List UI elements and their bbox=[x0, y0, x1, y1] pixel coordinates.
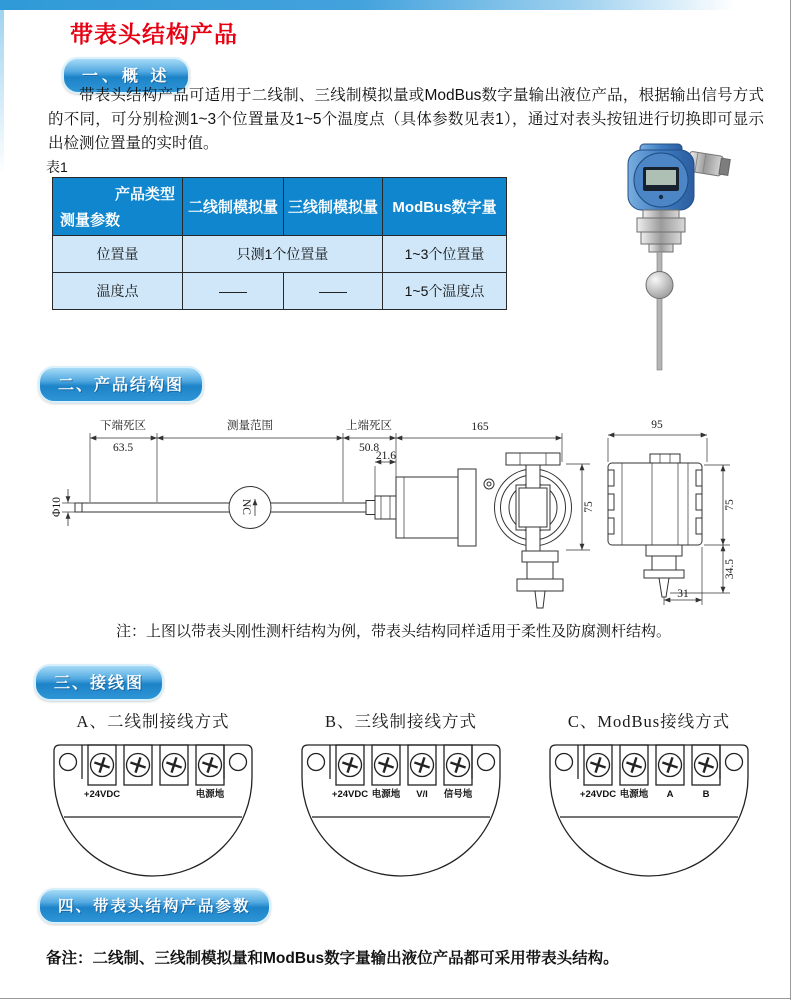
terminal-screws bbox=[339, 754, 470, 777]
terminal-label: 电源地 bbox=[619, 789, 649, 800]
terminal-label: +24VDC bbox=[579, 789, 617, 800]
wiring-diagram-modbus bbox=[541, 708, 757, 894]
wiring-diagram-two-wire bbox=[45, 708, 261, 894]
terminal-label: V/I bbox=[416, 789, 428, 800]
dim-range-label: 测量范围 bbox=[227, 420, 273, 432]
left-accent-strip bbox=[0, 10, 4, 175]
terminal-label: +24VDC bbox=[331, 789, 369, 800]
dim-side-offset: 31 bbox=[677, 588, 689, 600]
dim-lower-dead-value: 63.5 bbox=[112, 442, 134, 454]
lcd-screen bbox=[646, 170, 676, 185]
terminal-label: 信号地 bbox=[443, 789, 473, 800]
spec-table bbox=[52, 177, 507, 310]
dim-lower-dead-label: 下端死区 bbox=[100, 420, 146, 432]
row-position-name: 位置量 bbox=[53, 236, 183, 273]
params-note: 备注：二线制、三线制模拟量和ModBus数字量输出液位产品都可采用带表头结构。 bbox=[46, 950, 619, 967]
section-banner-structure: 二、产品结构图 bbox=[38, 366, 204, 403]
side-view bbox=[608, 454, 702, 597]
probe-rod bbox=[657, 252, 662, 370]
reducer bbox=[649, 244, 673, 252]
wiring-title-b: B、三线制接线方式 bbox=[324, 712, 477, 731]
wiring-section bbox=[45, 708, 757, 894]
wiring-title-a: A、二线制接线方式 bbox=[76, 712, 230, 731]
row-temp-three-wire: —— bbox=[284, 273, 383, 310]
terminal-drawing-c bbox=[544, 739, 754, 889]
overview-paragraph: 带表头结构产品可适用于二线制、三线制模拟量或ModBus数字量输出液位产品，根据输出信号方式的不同，可分别检测1~3个位置量及1~5个温度点（具体参数见表1），通过对表头按钮进行切换即可显示出检测位置量的实时值。 bbox=[48, 87, 764, 153]
display-button bbox=[659, 195, 663, 199]
structure-drawing bbox=[0, 410, 799, 615]
dim-rod-diameter: Φ10 bbox=[51, 497, 63, 517]
page-edge-right bbox=[790, 0, 791, 1000]
top-accent-bar bbox=[0, 0, 799, 10]
terminal-screws bbox=[587, 754, 718, 777]
dim-head-height: 75 bbox=[583, 501, 595, 513]
dim-upper-dead-value: 50.8 bbox=[358, 442, 380, 454]
table-corner-cell bbox=[53, 178, 183, 236]
terminal-drawing-a bbox=[48, 739, 258, 889]
col-header-three-wire: 三线制模拟量 bbox=[284, 178, 383, 236]
dim-side-height: 75 bbox=[724, 499, 736, 511]
corner-label-product-type: 产品类型 bbox=[114, 186, 175, 203]
dim-head-length: 165 bbox=[471, 421, 489, 433]
page-edge-bottom bbox=[0, 998, 791, 999]
terminal-label: +24VDC bbox=[83, 789, 121, 800]
hex-nut bbox=[641, 232, 681, 244]
row-position-merged: 只测1个位置量 bbox=[183, 236, 383, 273]
wiring-title-c: C、ModBus接线方式 bbox=[567, 712, 731, 731]
dim-thread-value: 21.6 bbox=[375, 450, 396, 462]
wiring-diagram-three-wire bbox=[293, 708, 509, 894]
corner-label-measure-param: 测量参数 bbox=[60, 212, 121, 229]
row-temp-name: 温度点 bbox=[53, 273, 183, 310]
flange bbox=[637, 218, 685, 232]
dim-side-width: 95 bbox=[651, 419, 663, 431]
section-banner-overview: 一、概 述 bbox=[62, 57, 190, 94]
row-temp-modbus: 1~5个温度点 bbox=[383, 273, 507, 310]
row-temp-two-wire: —— bbox=[183, 273, 284, 310]
terminal-label: B bbox=[702, 789, 710, 800]
row-position-modbus: 1~3个位置量 bbox=[383, 236, 507, 273]
float-marking: NC bbox=[240, 499, 252, 515]
section-banner-params: 四、带表头结构产品参数 bbox=[38, 888, 271, 924]
terminal-drawing-b bbox=[296, 739, 506, 889]
section-banner-wiring: 三、接线图 bbox=[34, 664, 164, 701]
terminal-label: 电源地 bbox=[195, 789, 225, 800]
float-ball bbox=[646, 272, 673, 299]
structure-note: 注：上图以带表头刚性测杆结构为例，带表头结构同样适用于柔性及防腐测杆结构。 bbox=[116, 623, 672, 640]
col-header-modbus: ModBus数字量 bbox=[383, 178, 507, 236]
product-photo bbox=[612, 140, 797, 380]
terminal-label: 电源地 bbox=[371, 789, 401, 800]
table-caption: 表1 bbox=[46, 159, 68, 175]
neck bbox=[643, 210, 679, 218]
terminal-screws bbox=[91, 754, 222, 777]
dim-side-lower: 34.5 bbox=[724, 558, 736, 580]
col-header-two-wire: 二线制模拟量 bbox=[183, 178, 284, 236]
dim-upper-dead-label: 上端死区 bbox=[346, 420, 392, 432]
main-view bbox=[75, 453, 572, 608]
page-title: 带表头结构产品 bbox=[70, 21, 238, 47]
terminal-label: A bbox=[666, 789, 674, 800]
